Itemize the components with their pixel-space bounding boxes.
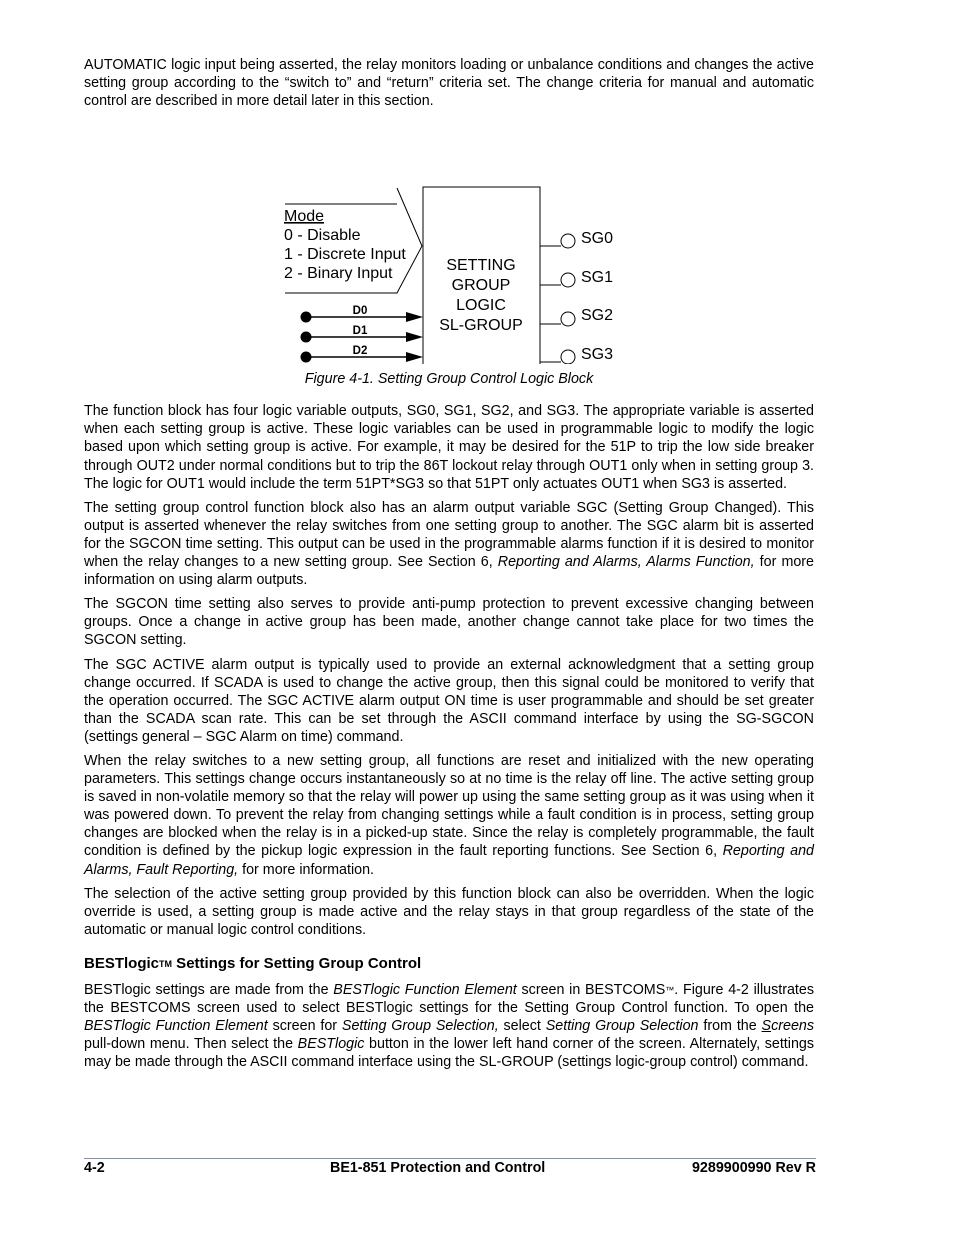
input-d2-label: D2 bbox=[352, 345, 368, 358]
italic-run: BESTlogic bbox=[297, 1036, 365, 1053]
mode-title: Mode bbox=[284, 208, 325, 226]
intro-paragraph: AUTOMATIC logic input being asserted, the relay monitors loading or unbalance conditions and changes the active setting group according to the “switch to” and “return” criteria set. The change criteria for manual and automatic control are described in more detail later in this section. bbox=[84, 57, 814, 110]
paragraph-override: The selection of the active setting group provided by this function block can also be overridden. When the logic override is used, a setting group is made active and the relay stays in that group regardless of the state of the automatic or manual logic control conditions. bbox=[84, 885, 814, 938]
italic-run: BESTlogic Function Element bbox=[333, 981, 517, 998]
input-d2-arrow bbox=[406, 352, 423, 362]
footer-title: BE1-851 Protection and Control bbox=[330, 1160, 546, 1176]
figure-setting-group-logic bbox=[84, 116, 814, 364]
trademark-mark: ™ bbox=[665, 984, 675, 995]
output-sg3-bubble bbox=[561, 350, 575, 364]
block-label-line-3: SL-GROUP bbox=[439, 317, 523, 335]
reference-fault-reporting: Reporting and Alarms, Fault Reporting, bbox=[84, 843, 814, 878]
heading-trademark: TM bbox=[159, 958, 173, 969]
output-sg0-bubble bbox=[561, 234, 575, 248]
output-sg2 bbox=[540, 307, 613, 326]
output-sg3 bbox=[540, 346, 613, 364]
paragraph-sgc-active: The SGC ACTIVE alarm output is typically used to provide an external acknowledgment that a setting group change occurred. If SCADA is used to change the active group, then this signal could be monitored to verify that the operation occurred. The SGC ACTIVE alarm output ON time is user programmable and should be set greater than the SCADA scan rate. This can be set through the ASCII command interface by using the SG-SGCON (settings general – SGC Alarm on time) command. bbox=[84, 656, 814, 745]
block-label-line-0: SETTING bbox=[446, 257, 516, 275]
paragraph-outputs: The function block has four logic variable outputs, SG0, SG1, SG2, and SG3. The appropriate variable is asserted when each setting group is active. These logic variables can be used in programmable logic to modify the logic based upon which setting group is active. For example, it may be desired for the 51P to trip the low side breaker through OUT2 under normal conditions but to trip the 86T lockout relay through OUT1 only when in setting group 3. The logic for OUT1 would include the term 51PT*SG3 so that 51PT only actuates OUT1 when SG3 is asserted. bbox=[84, 403, 814, 492]
figure-caption: Figure 4-1. Setting Group Control Logic Block bbox=[304, 371, 594, 388]
italic-run: BESTlogic Function Element bbox=[84, 1018, 268, 1035]
page-footer bbox=[84, 1158, 816, 1176]
output-sg0 bbox=[540, 230, 613, 248]
input-d1 bbox=[301, 325, 424, 343]
text-run: select bbox=[498, 1018, 546, 1035]
paragraph-anti-pump: The SGCON time setting also serves to provide anti-pump protection to prevent excessive changing between groups. Once a change in active group has been made, another change cannot take place for two times the SGCON setting. bbox=[84, 596, 814, 649]
output-sg1 bbox=[540, 269, 613, 287]
output-sg2-bubble bbox=[561, 312, 575, 326]
block-label-line-2: LOGIC bbox=[456, 297, 506, 315]
text-run: from the bbox=[698, 1018, 762, 1035]
italic-run: creens bbox=[771, 1018, 815, 1035]
input-d0-label: D0 bbox=[352, 305, 368, 318]
italic-run: Setting Group Selection, bbox=[341, 1018, 499, 1035]
output-sg1-label: SG1 bbox=[581, 269, 614, 287]
paragraph-sgc-alarm-text: The setting group control function block also has an alarm output variable SGC (Setting Group Changed). This output is asserted whenever the relay switches from one setting group to another. The SGC alarm bit is asserted for the SGCON time setting. This output can be used in the programmable alarms function if it is desired to monitor when the relay changes to a new setting group. See Section 6, bbox=[84, 499, 814, 571]
screens-menu-mnemonic: S bbox=[761, 1018, 772, 1035]
italic-run: Setting Group Selection bbox=[545, 1018, 699, 1035]
input-d0 bbox=[301, 305, 424, 323]
logic-block-box bbox=[423, 187, 540, 364]
output-sg3-label: SG3 bbox=[581, 346, 614, 364]
footer-page-number: 4-2 bbox=[84, 1160, 105, 1176]
paragraph-setting-switch-text: When the relay switches to a new setting group, all functions are reset and initialized with the new operating parameters. This settings change occurs instantaneously so at no time is the relay off line. The active setting group is saved in non-volatile memory so that the relay will power up using the same setting group as it was using when it was powered down. To prevent the relay from changing settings while a fault condition is in process, setting group changes are blocked when the relay is in a picked-up state. Since the relay is completely programmable, the fault condition is defined by the pickup logic expression in the fault reporting functions. See Section 6, bbox=[84, 752, 814, 860]
reference-alarms-function: Reporting and Alarms, Alarms Function, bbox=[497, 554, 755, 571]
paragraph-sgc-alarm-end: for more information on using alarm outputs. bbox=[84, 554, 815, 589]
output-sg0-label: SG0 bbox=[581, 230, 614, 248]
footer-doc-number: 9289900990 Rev R bbox=[691, 1160, 816, 1176]
text-run: screen in BESTCOMS bbox=[516, 981, 666, 998]
mode-option-1: 1 - Discrete Input bbox=[284, 246, 406, 264]
paragraph-setting-switch bbox=[84, 752, 814, 879]
mode-option-0: 0 - Disable bbox=[284, 227, 361, 245]
section-heading bbox=[84, 955, 814, 973]
logic-block-diagram bbox=[84, 116, 814, 364]
block-label-line-1: GROUP bbox=[451, 277, 511, 295]
input-d2 bbox=[301, 345, 424, 363]
paragraph-bestlogic-settings bbox=[84, 981, 814, 1071]
paragraph-sgc-alarm bbox=[84, 499, 814, 589]
input-d1-label: D1 bbox=[352, 325, 368, 338]
text-run: . Figure 4-2 illustrates the BESTCOMS screen used to select BESTlogic settings for the Setting Group Control function. To open the bbox=[84, 981, 815, 1016]
output-sg2-label: SG2 bbox=[581, 307, 614, 325]
input-d0-arrow bbox=[406, 312, 423, 322]
heading-prefix: BESTlogic bbox=[84, 954, 160, 972]
text-run: BESTlogic settings are made from the bbox=[84, 981, 334, 998]
mode-option-2: 2 - Binary Input bbox=[284, 265, 393, 283]
page-content bbox=[84, 56, 814, 1077]
text-run: button in the lower left hand corner of the screen. Alternately, settings may be made through the ASCII command interface using the SL-GROUP (settings logic-group control) command. bbox=[84, 1036, 815, 1071]
input-d1-arrow bbox=[406, 332, 423, 342]
paragraph-setting-switch-end: for more information. bbox=[238, 861, 375, 878]
text-run: pull-down menu. Then select the bbox=[84, 1036, 298, 1053]
output-sg1-bubble bbox=[561, 273, 575, 287]
text-run: screen for bbox=[267, 1018, 342, 1035]
heading-suffix: Settings for Setting Group Control bbox=[172, 954, 422, 972]
